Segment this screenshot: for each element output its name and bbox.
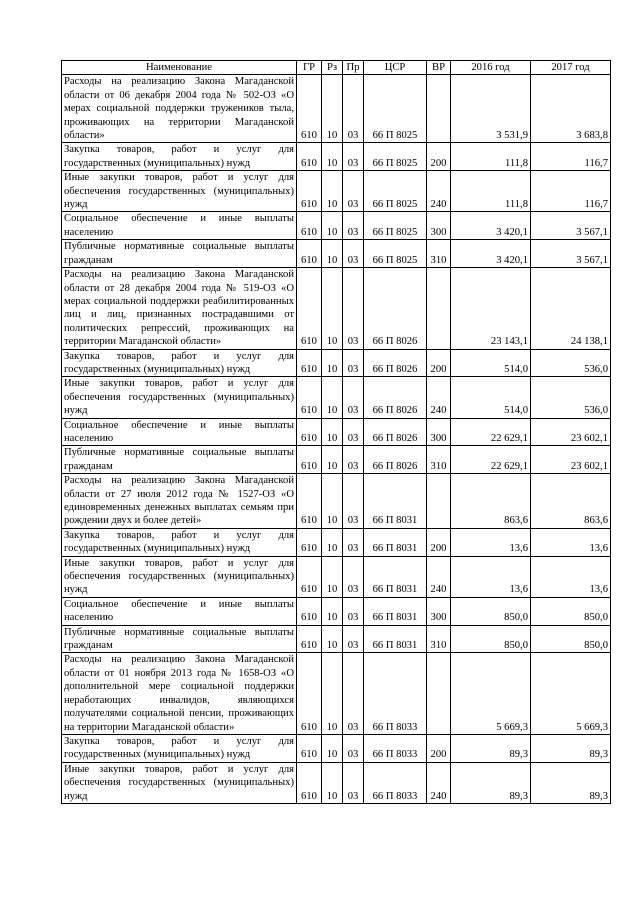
row-2017: 13,6 — [531, 556, 611, 597]
row-2017: 89,3 — [531, 762, 611, 803]
row-2016: 89,3 — [451, 762, 531, 803]
row-2016: 13,6 — [451, 556, 531, 597]
table-row — [62, 418, 611, 446]
row-rz: 10 — [322, 418, 343, 446]
row-vr: 300 — [427, 212, 451, 240]
row-vr: 310 — [427, 240, 451, 268]
row-2017: 13,6 — [531, 528, 611, 556]
table-header — [62, 61, 611, 75]
table-row — [62, 143, 611, 171]
row-vr: 310 — [427, 446, 451, 474]
row-2016: 3 420,1 — [451, 240, 531, 268]
row-2016: 89,3 — [451, 734, 531, 762]
row-2017: 850,0 — [531, 597, 611, 625]
table-row — [62, 762, 611, 803]
row-vr: 300 — [427, 418, 451, 446]
row-2017: 116,7 — [531, 171, 611, 212]
header-gr: ГР — [297, 61, 322, 75]
header-2017: 2017 год — [531, 61, 611, 75]
row-pr: 03 — [343, 212, 364, 240]
row-2016: 5 669,3 — [451, 653, 531, 734]
table-row — [62, 528, 611, 556]
row-2016: 850,0 — [451, 625, 531, 653]
row-name: Социальное обеспечение и иные выплаты населению — [62, 597, 297, 625]
header-2016: 2016 год — [451, 61, 531, 75]
row-gr: 610 — [297, 762, 322, 803]
row-2016: 514,0 — [451, 349, 531, 377]
header-rz: Рз — [322, 61, 343, 75]
row-rz: 10 — [322, 474, 343, 529]
row-rz: 10 — [322, 143, 343, 171]
row-gr: 610 — [297, 75, 322, 143]
row-2017: 850,0 — [531, 625, 611, 653]
table-row — [62, 556, 611, 597]
row-pr: 03 — [343, 171, 364, 212]
row-rz: 10 — [322, 171, 343, 212]
row-rz: 10 — [322, 597, 343, 625]
row-vr — [427, 75, 451, 143]
row-rz: 10 — [322, 528, 343, 556]
row-2017: 23 602,1 — [531, 446, 611, 474]
row-gr: 610 — [297, 653, 322, 734]
row-rz: 10 — [322, 653, 343, 734]
row-2017: 863,6 — [531, 474, 611, 529]
row-name: Расходы на реализацию Закона Магаданской области от 28 декабря 2004 года № 519-ОЗ «О мерах социальной поддержки реабилитированных лиц и лиц, признанных пострадавшими от политических репрессий, проживающих на территории Магаданской области» — [62, 268, 297, 349]
row-gr: 610 — [297, 377, 322, 418]
row-name: Публичные нормативные социальные выплаты гражданам — [62, 240, 297, 268]
table-row — [62, 212, 611, 240]
row-2017: 23 602,1 — [531, 418, 611, 446]
row-rz: 10 — [322, 556, 343, 597]
row-name: Иные закупки товаров, работ и услуг для обеспечения государственных (муниципальных) нужд — [62, 171, 297, 212]
row-2016: 850,0 — [451, 597, 531, 625]
budget-table — [61, 60, 611, 804]
row-csr: 66 П 8026 — [364, 418, 427, 446]
row-2017: 116,7 — [531, 143, 611, 171]
row-csr: 66 П 8033 — [364, 734, 427, 762]
row-pr: 03 — [343, 418, 364, 446]
row-name: Закупка товаров, работ и услуг для государственных (муниципальных) нужд — [62, 528, 297, 556]
row-csr: 66 П 8026 — [364, 268, 427, 349]
row-pr: 03 — [343, 653, 364, 734]
row-2016: 3 420,1 — [451, 212, 531, 240]
row-name: Публичные нормативные социальные выплаты гражданам — [62, 446, 297, 474]
row-name: Расходы на реализацию Закона Магаданской области от 27 июля 2012 года № 1527-ОЗ «О единовременных денежных выплатах семьям при рождении двух и более детей» — [62, 474, 297, 529]
row-csr: 66 П 8025 — [364, 75, 427, 143]
row-gr: 610 — [297, 240, 322, 268]
row-name: Иные закупки товаров, работ и услуг для обеспечения государственных (муниципальных) нужд — [62, 377, 297, 418]
table-row — [62, 597, 611, 625]
row-2016: 863,6 — [451, 474, 531, 529]
row-rz: 10 — [322, 212, 343, 240]
row-2016: 111,8 — [451, 171, 531, 212]
table-row — [62, 446, 611, 474]
row-rz: 10 — [322, 734, 343, 762]
row-vr — [427, 653, 451, 734]
row-2016: 13,6 — [451, 528, 531, 556]
row-vr: 240 — [427, 171, 451, 212]
row-csr: 66 П 8025 — [364, 171, 427, 212]
row-pr: 03 — [343, 75, 364, 143]
table-body — [62, 75, 611, 804]
row-vr: 200 — [427, 143, 451, 171]
row-vr: 200 — [427, 349, 451, 377]
row-csr: 66 П 8031 — [364, 625, 427, 653]
row-rz: 10 — [322, 268, 343, 349]
row-name: Расходы на реализацию Закона Магаданской области от 06 декабря 2004 года № 502-ОЗ «О мерах социальной поддержки тружеников тыла, проживающих на территории Магаданской области» — [62, 75, 297, 143]
table-row — [62, 625, 611, 653]
row-rz: 10 — [322, 349, 343, 377]
row-vr — [427, 474, 451, 529]
row-name: Иные закупки товаров, работ и услуг для обеспечения государственных (муниципальных) нужд — [62, 556, 297, 597]
row-pr: 03 — [343, 240, 364, 268]
row-name: Расходы на реализацию Закона Магаданской области от 01 ноября 2013 года № 1658-ОЗ «О дополнительной мере социальной поддержки неработающих инвалидов, являющихся получателями социальной пенсии, проживающих на территории Магаданской области» — [62, 653, 297, 734]
row-2017: 536,0 — [531, 377, 611, 418]
row-rz: 10 — [322, 240, 343, 268]
row-pr: 03 — [343, 143, 364, 171]
row-rz: 10 — [322, 377, 343, 418]
table-row — [62, 474, 611, 529]
row-vr: 240 — [427, 556, 451, 597]
row-vr: 200 — [427, 528, 451, 556]
row-vr — [427, 268, 451, 349]
row-pr: 03 — [343, 268, 364, 349]
table-row — [62, 240, 611, 268]
row-2017: 89,3 — [531, 734, 611, 762]
row-csr: 66 П 8026 — [364, 446, 427, 474]
row-vr: 240 — [427, 377, 451, 418]
row-vr: 200 — [427, 734, 451, 762]
header-vr: ВР — [427, 61, 451, 75]
row-csr: 66 П 8031 — [364, 528, 427, 556]
row-vr: 310 — [427, 625, 451, 653]
row-pr: 03 — [343, 446, 364, 474]
row-2016: 3 531,9 — [451, 75, 531, 143]
row-2017: 5 669,3 — [531, 653, 611, 734]
row-csr: 66 П 8025 — [364, 212, 427, 240]
row-pr: 03 — [343, 474, 364, 529]
row-rz: 10 — [322, 762, 343, 803]
row-2016: 514,0 — [451, 377, 531, 418]
row-pr: 03 — [343, 556, 364, 597]
row-gr: 610 — [297, 474, 322, 529]
row-vr: 300 — [427, 597, 451, 625]
row-vr: 240 — [427, 762, 451, 803]
row-gr: 610 — [297, 528, 322, 556]
row-2017: 24 138,1 — [531, 268, 611, 349]
table-row — [62, 349, 611, 377]
row-name: Социальное обеспечение и иные выплаты населению — [62, 212, 297, 240]
row-pr: 03 — [343, 625, 364, 653]
row-2017: 536,0 — [531, 349, 611, 377]
row-rz: 10 — [322, 75, 343, 143]
row-name: Публичные нормативные социальные выплаты гражданам — [62, 625, 297, 653]
table-row — [62, 171, 611, 212]
row-2017: 3 683,8 — [531, 75, 611, 143]
row-2017: 3 567,1 — [531, 240, 611, 268]
row-pr: 03 — [343, 349, 364, 377]
row-rz: 10 — [322, 446, 343, 474]
row-gr: 610 — [297, 268, 322, 349]
row-2016: 22 629,1 — [451, 418, 531, 446]
row-csr: 66 П 8026 — [364, 349, 427, 377]
table-row — [62, 75, 611, 143]
row-csr: 66 П 8033 — [364, 762, 427, 803]
row-gr: 610 — [297, 143, 322, 171]
header-csr: ЦСР — [364, 61, 427, 75]
row-gr: 610 — [297, 418, 322, 446]
row-name: Иные закупки товаров, работ и услуг для обеспечения государственных (муниципальных) нужд — [62, 762, 297, 803]
row-rz: 10 — [322, 625, 343, 653]
row-csr: 66 П 8033 — [364, 653, 427, 734]
row-gr: 610 — [297, 171, 322, 212]
row-pr: 03 — [343, 762, 364, 803]
row-pr: 03 — [343, 377, 364, 418]
row-gr: 610 — [297, 734, 322, 762]
row-name: Закупка товаров, работ и услуг для государственных (муниципальных) нужд — [62, 143, 297, 171]
row-csr: 66 П 8031 — [364, 474, 427, 529]
table-row — [62, 653, 611, 734]
row-csr: 66 П 8031 — [364, 556, 427, 597]
row-2017: 3 567,1 — [531, 212, 611, 240]
row-2016: 111,8 — [451, 143, 531, 171]
row-name: Социальное обеспечение и иные выплаты населению — [62, 418, 297, 446]
header-name: Наименование — [62, 61, 297, 75]
table-row — [62, 734, 611, 762]
row-csr: 66 П 8025 — [364, 143, 427, 171]
row-csr: 66 П 8026 — [364, 377, 427, 418]
row-gr: 610 — [297, 625, 322, 653]
row-gr: 610 — [297, 212, 322, 240]
row-csr: 66 П 8025 — [364, 240, 427, 268]
header-pr: Пр — [343, 61, 364, 75]
row-pr: 03 — [343, 734, 364, 762]
header-row — [62, 61, 611, 75]
row-gr: 610 — [297, 597, 322, 625]
table-row — [62, 377, 611, 418]
table-row — [62, 268, 611, 349]
row-2016: 23 143,1 — [451, 268, 531, 349]
row-2016: 22 629,1 — [451, 446, 531, 474]
row-csr: 66 П 8031 — [364, 597, 427, 625]
row-gr: 610 — [297, 349, 322, 377]
row-pr: 03 — [343, 597, 364, 625]
row-gr: 610 — [297, 446, 322, 474]
row-name: Закупка товаров, работ и услуг для государственных (муниципальных) нужд — [62, 349, 297, 377]
row-pr: 03 — [343, 528, 364, 556]
row-name: Закупка товаров, работ и услуг для государственных (муниципальных) нужд — [62, 734, 297, 762]
row-gr: 610 — [297, 556, 322, 597]
